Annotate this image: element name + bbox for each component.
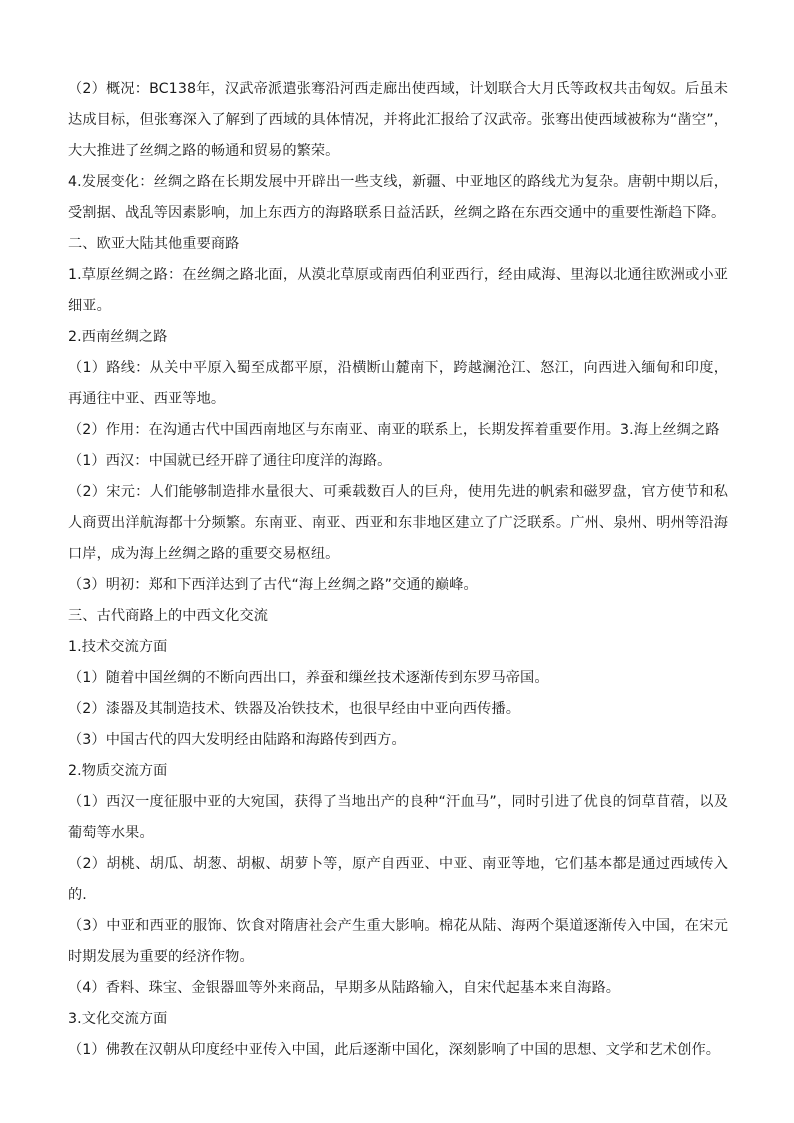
paragraph-southwest-route: （1）路线：从关中平原入蜀至成都平原，沿横断山麓南下，跨越澜沧江、怒江，向西进入缅甸和印度，再通往中亚、西亚等地。 (68, 360, 728, 407)
section-heading-cultural-exchange: 三、古代商路上的中西文化交流 (68, 608, 269, 624)
paragraph-sericulture: （1）随着中国丝绸的不断向西出口，养蚕和缫丝技术逐渐传到东罗马帝国。 (68, 670, 549, 686)
paragraph-ferghana-horses: （1）西汉一度征服中亚的大宛国，获得了当地出产的良种“汗血马”，同时引进了优良的饲草苜蓿，以及葡萄等水果。 (68, 794, 728, 841)
paragraph-western-han-sea-route: （1）西汉：中国就已经开辟了通往印度洋的海路。 (68, 453, 392, 469)
subheading-cultural-exchange: 3.文化交流方面 (68, 1011, 168, 1027)
section-heading-other-trade-routes: 二、欧亚大陆其他重要商路 (68, 236, 240, 252)
paragraph-foreign-crops: （2）胡桃、胡瓜、胡葱、胡椒、胡萝卜等，原产自西亚、中亚、南亚等地，它们基本都是通过西域传入的. (68, 856, 728, 903)
paragraph-zhang-qian-overview: （2）概况：BC138年，汉武帝派遣张骞沿河西走廊出使西域，计划联合大月氏等政权共击匈奴。后虽未达成目标，但张骞深入了解到了西域的具体情况，并将此汇报给了汉武帝。张骞出使西域被称为“凿空”，大大推进了丝绸之路的畅通和贸易的繁荣。 (68, 81, 728, 159)
paragraph-southwest-role: （2）作用：在沟通古代中国西南地区与东南亚、南亚的联系上，长期发挥着重要作用。3.海上丝绸之路 (68, 422, 720, 438)
subheading-material-exchange: 2.物质交流方面 (68, 763, 168, 779)
paragraph-steppe-silk-road: 1.草原丝绸之路：在丝绸之路北面，从漠北草原或南西伯利亚西行，经由咸海、里海以北通往欧洲或小亚细亚。 (68, 267, 728, 314)
paragraph-song-yuan-navigation: （2）宋元：人们能够制造排水量很大、可乘载数百人的巨舟，使用先进的帆索和磁罗盘，官方使节和私人商贾出洋航海都十分频繁。东南亚、南亚、西亚和东非地区建立了广泛联系。广州、泉州、明州等沿海口岸，成为海上丝绸之路的重要交易枢纽。 (68, 484, 728, 562)
paragraph-lacquer-iron: （2）漆器及其制造技术、铁器及冶铁技术，也很早经由中亚向西传播。 (68, 701, 521, 717)
paragraph-four-inventions: （3）中国古代的四大发明经由陆路和海路传到西方。 (68, 732, 406, 748)
document-body (68, 74, 728, 1066)
paragraph-early-ming-zheng-he: （3）明初：郑和下西洋达到了古代“海上丝绸之路”交通的巅峰。 (68, 577, 478, 593)
paragraph-development-changes: 4.发展变化：丝绸之路在长期发展中开辟出一些支线，新疆、中亚地区的路线尤为复杂。唐朝中期以后，受割据、战乱等因素影响，加上东西方的海路联系日益活跃，丝绸之路在东西交通中的重要性渐趋下降。 (68, 174, 728, 221)
paragraph-buddhism: （1）佛教在汉朝从印度经中亚传入中国，此后逐渐中国化，深刻影响了中国的思想、文学和艺术创作。 (68, 1042, 721, 1058)
subheading-technical-exchange: 1.技术交流方面 (68, 639, 168, 655)
paragraph-clothing-cotton: （3）中亚和西亚的服饰、饮食对隋唐社会产生重大影响。棉花从陆、海两个渠道逐渐传入中国，在宋元时期发展为重要的经济作物。 (68, 918, 728, 965)
paragraph-spices-jewels: （4）香料、珠宝、金银器皿等外来商品，早期多从陆路输入，自宋代起基本来自海路。 (68, 980, 621, 996)
subheading-southwest-silk-road: 2.西南丝绸之路 (68, 329, 168, 345)
